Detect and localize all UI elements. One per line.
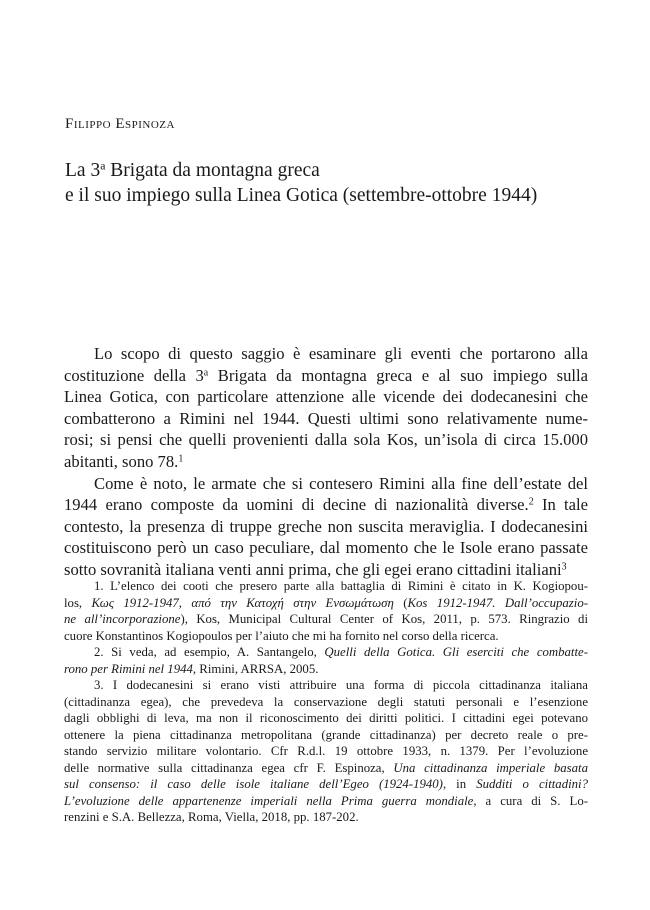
fn2-line-2-post: , Rimini, ARRSA, 2005. xyxy=(192,661,319,676)
title-line-1-text: La 3 xyxy=(65,160,101,181)
footnote-2 xyxy=(64,644,588,677)
title-line-1 xyxy=(65,158,605,183)
fn3-line-3: dagli obblighi di leva, ma non il riconoscimento dei diritti politici. I cittadini egei potevano xyxy=(64,711,588,725)
footnote-3 xyxy=(64,677,588,826)
fn3-line-5: stando servizio militare volontario. Cfr R.d.l. 19 ottobre 1933, n. 1379. Per l’evoluzione xyxy=(64,744,588,758)
fn3-book-title-cont: L’evoluzione delle appartenenze imperiali nella Prima guerra mondiale xyxy=(64,793,474,808)
footnote-ref-2[interactable]: 2 xyxy=(528,496,534,508)
fn3-line-2: (cittadinanza egea), che prevedeva la conservazione degli statuti personali e l’esenzione xyxy=(64,694,588,709)
p1-line-1: Lo scopo di questo saggio è esaminare gli eventi che portarono alla xyxy=(94,344,588,363)
title-superscript: a xyxy=(100,159,106,173)
p2-line-5-text: sotto sovranità italiana venti anni prima, che gli egei erano cittadini italiani xyxy=(64,559,562,579)
fn1-line-3-post: ), Kos, Municipal Cultural Center of Kos, 2011, p. 573. Ringrazio di xyxy=(180,612,589,626)
fn2-line-1-pre: 2. Si veda, ad esempio, A. Santangelo, xyxy=(94,645,325,659)
p2-line-1: Come è noto, le armate che si contesero Rimini alla fine dell’estate del xyxy=(94,473,588,493)
fn3-line-6-pre: delle normative sulla cittadinanza egea cfr F. Espinoza, xyxy=(64,760,394,775)
fn1-line-2-pre: los, xyxy=(64,595,92,610)
paragraph-2 xyxy=(64,473,588,581)
paragraph-1 xyxy=(64,343,588,473)
body-text xyxy=(64,343,588,581)
fn3-book-title: Sudditi o cittadini? xyxy=(476,777,589,791)
p1-line-5: rosi; si pensi che quelli provenienti dalla sola Kos, un’isola di circa 15.000 xyxy=(64,430,588,450)
footnotes xyxy=(64,578,588,826)
fn3-line-1: 3. I dodecanesini si erano visti attribuire una forma di piccola cittadinanza italiana xyxy=(94,678,588,692)
p2-line-2 xyxy=(64,494,588,516)
fn1-line-2 xyxy=(64,595,588,612)
fn1-line-4: cuore Konstantinos Kogiopoulos per l’aiuto che mi ha fornito nel corso della ricerca. xyxy=(64,628,499,643)
p2-line-2-post: In tale xyxy=(533,495,588,515)
fn1-italian-title: Kos 1912-1947. Dall’occupazio- xyxy=(407,595,588,610)
p1-line-6 xyxy=(64,451,588,473)
author-name: Filippo Espinoza xyxy=(65,116,175,132)
p1-line-2-post: Brigata da montagna greca e al suo impiego sulla xyxy=(208,365,588,385)
p2-line-4: costituiscono però un caso peculiare, dal momento che le Isole erano passate xyxy=(64,538,588,558)
p2-line-3: contesto, la presenza di truppe greche non suscita meraviglia. I dodecanesini xyxy=(64,516,588,536)
fn1-line-3 xyxy=(64,611,588,628)
fn2-line-2 xyxy=(64,661,588,678)
fn3-article-title: Una cittadinanza imperiale basata xyxy=(393,760,588,775)
footnote-ref-1[interactable]: 1 xyxy=(178,453,184,465)
fn3-line-8-post: , a cura di S. Lo- xyxy=(473,793,588,808)
fn3-line-8 xyxy=(64,793,588,810)
article-title xyxy=(65,158,605,208)
p1-line-3: Linea Gotica, con particolare attenzione alle vicende dei dodecanesini che xyxy=(64,387,588,407)
p1-line-4: combatterono a Rimini nel 1944. Questi ultimi sono relativamente nume- xyxy=(64,408,588,428)
p1-line-6-text: abitanti, sono 78. xyxy=(64,451,179,471)
fn3-article-title-cont: sul consenso: il caso delle isole italiane dell’Egeo (1924-1940) xyxy=(64,777,443,791)
fn1-greek-title: Κως 1912-1947, από την Κατοχή στην Ενσωμάτωση xyxy=(91,595,394,610)
fn2-line-1 xyxy=(64,644,588,661)
p1-line-2-pre: costituzione della 3 xyxy=(64,365,204,385)
fn2-book-title-cont: rono per Rimini nel 1944 xyxy=(64,661,193,676)
fn3-line-4: ottenere la piena cittadinanza metropolitana (grande cittadinanza) per decreto reale o pre- xyxy=(64,727,588,742)
fn3-line-7 xyxy=(64,776,588,793)
footnote-1 xyxy=(64,578,588,644)
p1-line-2 xyxy=(64,365,588,387)
fn2-book-title: Quelli della Gotica. Gli eserciti che combatte- xyxy=(324,645,588,659)
fn1-line-1: 1. L’elenco dei cooti che presero parte alla battaglia di Rimini è citato in K. Kogiopou- xyxy=(94,579,588,593)
fn3-line-7-mid: , in xyxy=(442,777,477,791)
fn1-italian-title-cont: ne all’incorporazione xyxy=(64,612,181,626)
p2-line-2-text: 1944 erano composte da uomini di decine di nazionalità diverse. xyxy=(64,495,529,515)
fn3-line-6 xyxy=(64,760,588,777)
footnote-ref-3[interactable]: 3 xyxy=(561,561,567,573)
fn3-line-9: renzini e S.A. Bellezza, Roma, Viella, 2018, pp. 187-202. xyxy=(64,810,359,824)
title-line-1-rest: Brigata da montagna greca xyxy=(105,160,320,181)
title-line-2: e il suo impiego sulla Linea Gotica (settembre-ottobre 1944) xyxy=(65,185,538,206)
fn1-line-2-mid: ( xyxy=(393,595,408,610)
p1-superscript: a xyxy=(203,367,209,379)
